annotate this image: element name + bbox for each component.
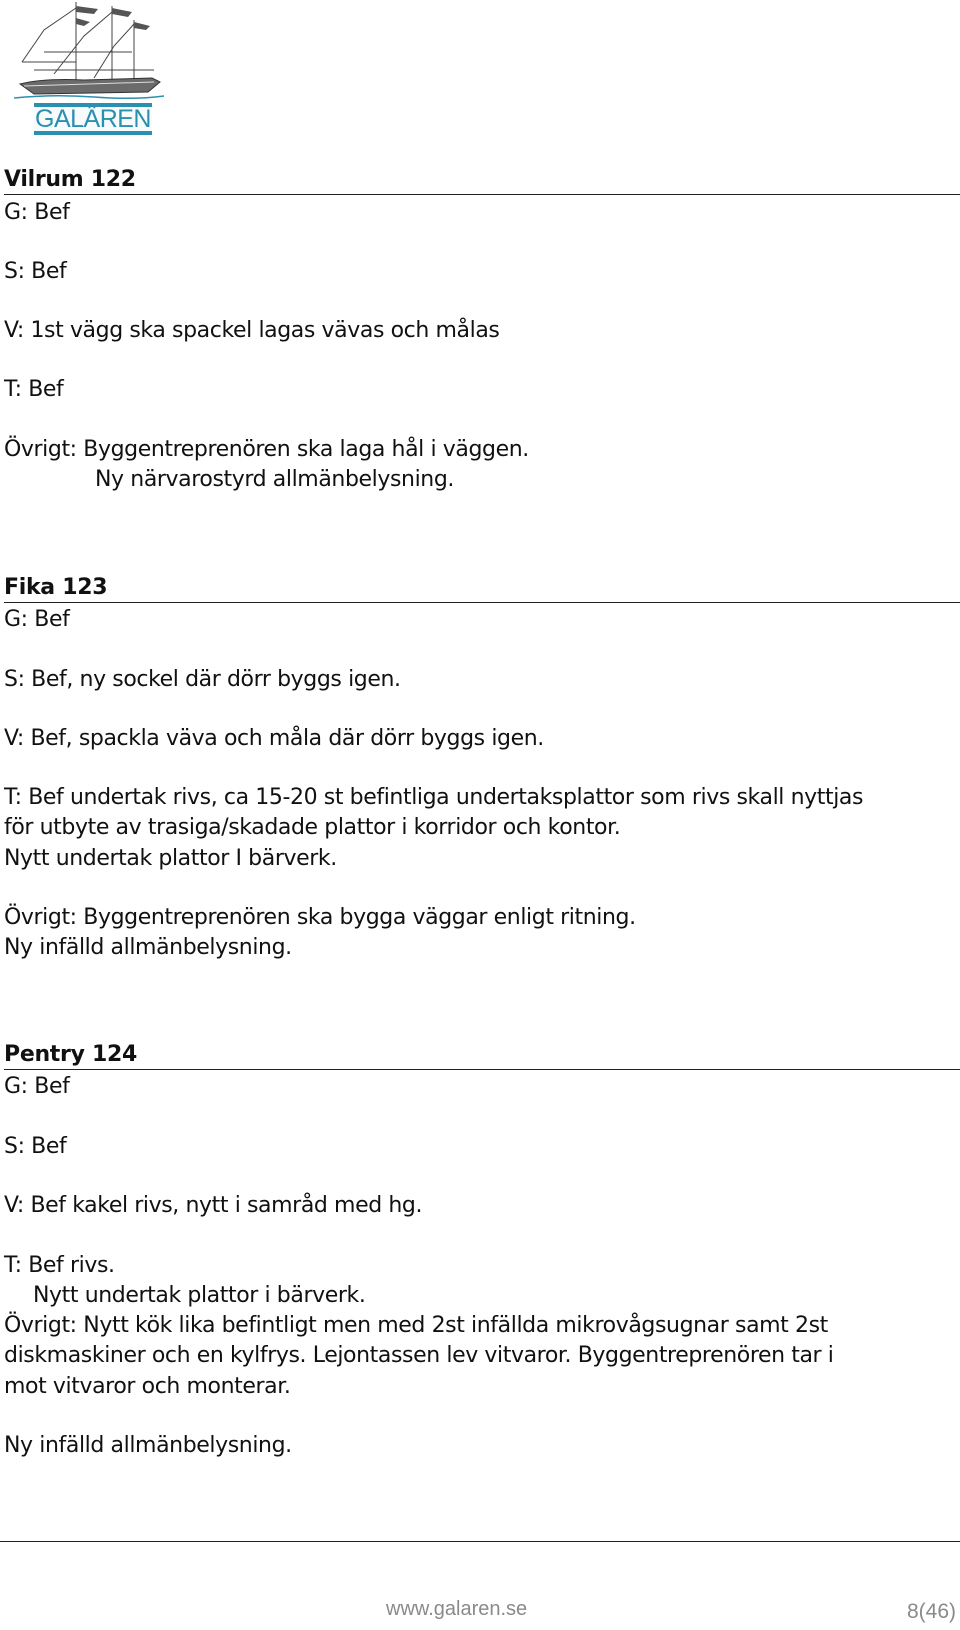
galaren-logo (14, 0, 164, 140)
logo-wordmark: GALÄREN (35, 105, 151, 133)
text-line: Ny närvarostyrd allmänbelysning. (95, 467, 454, 492)
text-line: G: Bef (4, 607, 70, 632)
section-header-fika (4, 574, 960, 603)
text-line: T: Bef rivs. (4, 1253, 115, 1278)
text-line: V: 1st vägg ska spackel lagas vävas och målas (4, 318, 500, 343)
page-number: 8(46) (906, 1600, 956, 1623)
text-line: S: Bef (4, 1134, 67, 1159)
text-line: Nytt undertak plattor i bärverk. (33, 1283, 366, 1308)
section-title: Fika 123 (4, 575, 108, 600)
text-line: G: Bef (4, 200, 70, 225)
text-line: S: Bef, ny sockel där dörr byggs igen. (4, 667, 401, 692)
section-title: Pentry 124 (4, 1042, 137, 1067)
text-line: diskmaskiner och en kylfrys. Lejontassen lev vitvaror. Byggentreprenören tar i (4, 1343, 834, 1368)
text-line: för utbyte av trasiga/skadade plattor i korridor och kontor. (4, 815, 621, 840)
text-line: Övrigt: Byggentreprenören ska laga hål i väggen. (4, 437, 529, 462)
text-line: V: Bef kakel rivs, nytt i samråd med hg. (4, 1193, 423, 1218)
section-title: Vilrum 122 (4, 167, 136, 192)
text-line: T: Bef undertak rivs, ca 15-20 st befintliga undertaksplattor som rivs skall nyttjas (4, 785, 864, 810)
text-line: Övrigt: Byggentreprenören ska bygga väggar enligt ritning. (4, 905, 636, 930)
section-header-vilrum (4, 166, 960, 195)
text-line: G: Bef (4, 1074, 70, 1099)
text-line: Ny infälld allmänbelysning. (4, 935, 292, 960)
footer-divider (0, 1541, 960, 1542)
text-line: mot vitvaror och monterar. (4, 1374, 291, 1399)
ship-icon (14, 0, 164, 104)
section-header-pentry (4, 1041, 960, 1070)
text-line: V: Bef, spackla väva och måla där dörr byggs igen. (4, 726, 544, 751)
text-line: T: Bef (4, 377, 64, 402)
text-line: S: Bef (4, 259, 67, 284)
text-line: Ny infälld allmänbelysning. (4, 1433, 292, 1458)
text-line: Övrigt: Nytt kök lika befintligt men med 2st infällda mikrovågsugnar samt 2st (4, 1313, 828, 1338)
footer-url: www.galaren.se (386, 1598, 528, 1620)
text-line: Nytt undertak plattor I bärverk. (4, 846, 337, 871)
